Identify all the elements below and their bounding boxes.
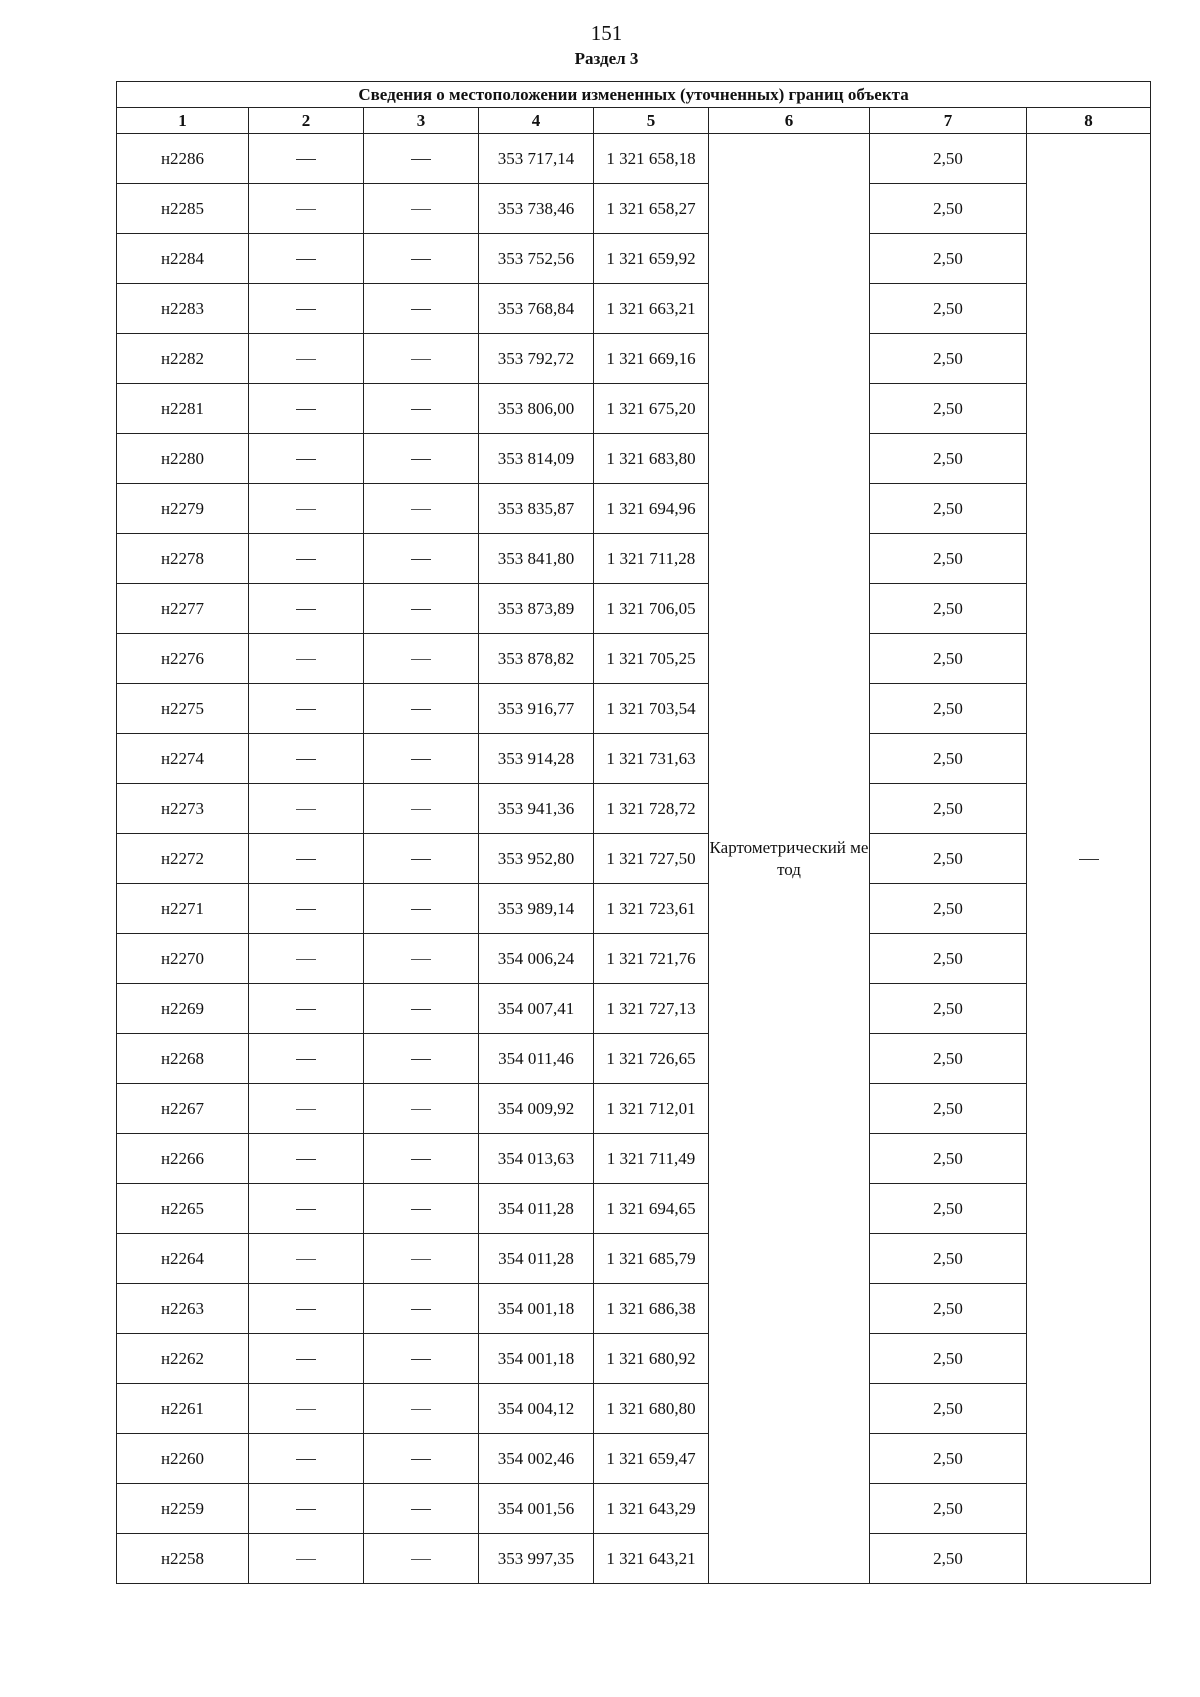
point-number-cell: н2268 bbox=[117, 1034, 249, 1084]
x-coordinate-cell: 353 752,56 bbox=[479, 234, 594, 284]
dash-mark bbox=[411, 909, 431, 910]
column-3-empty-cell bbox=[364, 1184, 479, 1234]
y-coordinate-cell: 1 321 727,50 bbox=[594, 834, 709, 884]
column-2-empty-cell bbox=[249, 984, 364, 1034]
dash-mark bbox=[411, 609, 431, 610]
column-number: 1 bbox=[117, 108, 249, 134]
dash-mark bbox=[296, 309, 316, 310]
section-title: Раздел 3 bbox=[574, 49, 639, 68]
x-coordinate-cell: 353 952,80 bbox=[479, 834, 594, 884]
column-2-empty-cell bbox=[249, 1284, 364, 1334]
table-row bbox=[117, 134, 1151, 184]
y-coordinate-cell: 1 321 643,29 bbox=[594, 1484, 709, 1534]
table-row bbox=[117, 984, 1151, 1034]
column-3-empty-cell bbox=[364, 134, 479, 184]
x-coordinate-cell: 353 914,28 bbox=[479, 734, 594, 784]
table-row bbox=[117, 1284, 1151, 1334]
point-number-cell: н2267 bbox=[117, 1084, 249, 1134]
accuracy-cell: 2,50 bbox=[870, 334, 1027, 384]
dash-mark bbox=[296, 1559, 316, 1560]
x-coordinate-cell: 354 011,46 bbox=[479, 1034, 594, 1084]
accuracy-cell: 2,50 bbox=[870, 1384, 1027, 1434]
y-coordinate-cell: 1 321 727,13 bbox=[594, 984, 709, 1034]
dash-mark bbox=[296, 1509, 316, 1510]
column-3-empty-cell bbox=[364, 1434, 479, 1484]
dash-mark bbox=[296, 659, 316, 660]
y-coordinate-cell: 1 321 706,05 bbox=[594, 584, 709, 634]
table-row bbox=[117, 884, 1151, 934]
point-number-cell: н2282 bbox=[117, 334, 249, 384]
column-3-empty-cell bbox=[364, 334, 479, 384]
point-number-cell: н2284 bbox=[117, 234, 249, 284]
accuracy-cell: 2,50 bbox=[870, 1134, 1027, 1184]
dash-mark bbox=[411, 559, 431, 560]
dash-mark bbox=[296, 1409, 316, 1410]
accuracy-cell: 2,50 bbox=[870, 734, 1027, 784]
column-2-empty-cell bbox=[249, 1484, 364, 1534]
column-3-empty-cell bbox=[364, 684, 479, 734]
x-coordinate-cell: 354 011,28 bbox=[479, 1234, 594, 1284]
x-coordinate-cell: 353 878,82 bbox=[479, 634, 594, 684]
column-2-empty-cell bbox=[249, 1084, 364, 1134]
dash-mark bbox=[411, 1259, 431, 1260]
dash-mark bbox=[411, 659, 431, 660]
x-coordinate-cell: 354 007,41 bbox=[479, 984, 594, 1034]
y-coordinate-cell: 1 321 703,54 bbox=[594, 684, 709, 734]
dash-mark bbox=[296, 1009, 316, 1010]
x-coordinate-cell: 353 738,46 bbox=[479, 184, 594, 234]
dash-mark bbox=[411, 509, 431, 510]
x-coordinate-cell: 354 013,63 bbox=[479, 1134, 594, 1184]
dash-mark bbox=[296, 259, 316, 260]
column-number-row bbox=[117, 108, 1151, 134]
column-3-empty-cell bbox=[364, 934, 479, 984]
table-row bbox=[117, 384, 1151, 434]
column-3-empty-cell bbox=[364, 1534, 479, 1584]
accuracy-cell: 2,50 bbox=[870, 1034, 1027, 1084]
point-number-cell: н2265 bbox=[117, 1184, 249, 1234]
accuracy-cell: 2,50 bbox=[870, 1184, 1027, 1234]
y-coordinate-cell: 1 321 680,80 bbox=[594, 1384, 709, 1434]
accuracy-cell: 2,50 bbox=[870, 284, 1027, 334]
table-row bbox=[117, 834, 1151, 884]
y-coordinate-cell: 1 321 658,18 bbox=[594, 134, 709, 184]
x-coordinate-cell: 353 717,14 bbox=[479, 134, 594, 184]
y-coordinate-cell: 1 321 663,21 bbox=[594, 284, 709, 334]
column-8-cell bbox=[1027, 134, 1151, 1584]
x-coordinate-cell: 353 941,36 bbox=[479, 784, 594, 834]
point-number-cell: н2272 bbox=[117, 834, 249, 884]
y-coordinate-cell: 1 321 711,49 bbox=[594, 1134, 709, 1184]
column-2-empty-cell bbox=[249, 1234, 364, 1284]
y-coordinate-cell: 1 321 723,61 bbox=[594, 884, 709, 934]
column-3-empty-cell bbox=[364, 1084, 479, 1134]
point-number-cell: н2276 bbox=[117, 634, 249, 684]
dash-mark bbox=[411, 1559, 431, 1560]
accuracy-cell: 2,50 bbox=[870, 784, 1027, 834]
column-2-empty-cell bbox=[249, 1034, 364, 1084]
dash-mark bbox=[296, 809, 316, 810]
column-number: 3 bbox=[364, 108, 479, 134]
table-row bbox=[117, 234, 1151, 284]
dash-mark bbox=[411, 1109, 431, 1110]
table-row bbox=[117, 484, 1151, 534]
y-coordinate-cell: 1 321 659,92 bbox=[594, 234, 709, 284]
table-row bbox=[117, 634, 1151, 684]
column-2-empty-cell bbox=[249, 1534, 364, 1584]
y-coordinate-cell: 1 321 726,65 bbox=[594, 1034, 709, 1084]
dash-mark bbox=[411, 1359, 431, 1360]
dash-mark bbox=[296, 959, 316, 960]
point-number-cell: н2283 bbox=[117, 284, 249, 334]
column-2-empty-cell bbox=[249, 334, 364, 384]
x-coordinate-cell: 354 004,12 bbox=[479, 1384, 594, 1434]
dash-mark bbox=[411, 409, 431, 410]
point-number-cell: н2261 bbox=[117, 1384, 249, 1434]
dash-mark bbox=[411, 209, 431, 210]
dash-mark bbox=[296, 1359, 316, 1360]
point-number-cell: н2281 bbox=[117, 384, 249, 434]
column-2-empty-cell bbox=[249, 1184, 364, 1234]
x-coordinate-cell: 353 841,80 bbox=[479, 534, 594, 584]
column-2-empty-cell bbox=[249, 834, 364, 884]
point-number-cell: н2266 bbox=[117, 1134, 249, 1184]
accuracy-cell: 2,50 bbox=[870, 484, 1027, 534]
column-3-empty-cell bbox=[364, 1284, 479, 1334]
table-row bbox=[117, 934, 1151, 984]
accuracy-cell: 2,50 bbox=[870, 884, 1027, 934]
column-3-empty-cell bbox=[364, 184, 479, 234]
point-number-cell: н2285 bbox=[117, 184, 249, 234]
dash-mark bbox=[296, 209, 316, 210]
x-coordinate-cell: 353 916,77 bbox=[479, 684, 594, 734]
column-3-empty-cell bbox=[364, 1234, 479, 1284]
table-row bbox=[117, 734, 1151, 784]
accuracy-cell: 2,50 bbox=[870, 134, 1027, 184]
table-row bbox=[117, 1234, 1151, 1284]
dash-mark bbox=[296, 859, 316, 860]
table-caption: Сведения о местоположении измененных (уточненных) границ объекта bbox=[117, 82, 1151, 108]
dash-mark bbox=[296, 559, 316, 560]
method-cell: Картометрический метод bbox=[709, 134, 870, 1584]
column-2-empty-cell bbox=[249, 584, 364, 634]
dash-mark bbox=[296, 1159, 316, 1160]
table-row bbox=[117, 334, 1151, 384]
column-2-empty-cell bbox=[249, 734, 364, 784]
table-row bbox=[117, 534, 1151, 584]
point-number-cell: н2279 bbox=[117, 484, 249, 534]
accuracy-cell: 2,50 bbox=[870, 234, 1027, 284]
column-3-empty-cell bbox=[364, 1384, 479, 1434]
column-number: 7 bbox=[870, 108, 1027, 134]
dash-mark bbox=[296, 159, 316, 160]
column-2-empty-cell bbox=[249, 884, 364, 934]
dash-mark bbox=[296, 609, 316, 610]
accuracy-cell: 2,50 bbox=[870, 634, 1027, 684]
dash-mark bbox=[1079, 859, 1099, 860]
dash-mark bbox=[411, 309, 431, 310]
table-row bbox=[117, 1084, 1151, 1134]
dash-mark bbox=[296, 1059, 316, 1060]
table-row bbox=[117, 1134, 1151, 1184]
table-row bbox=[117, 1434, 1151, 1484]
dash-mark bbox=[411, 1009, 431, 1010]
x-coordinate-cell: 353 806,00 bbox=[479, 384, 594, 434]
column-3-empty-cell bbox=[364, 634, 479, 684]
column-2-empty-cell bbox=[249, 284, 364, 334]
y-coordinate-cell: 1 321 711,28 bbox=[594, 534, 709, 584]
x-coordinate-cell: 354 006,24 bbox=[479, 934, 594, 984]
table-row bbox=[117, 1384, 1151, 1434]
x-coordinate-cell: 354 009,92 bbox=[479, 1084, 594, 1134]
column-2-empty-cell bbox=[249, 534, 364, 584]
dash-mark bbox=[296, 759, 316, 760]
column-3-empty-cell bbox=[364, 1334, 479, 1384]
accuracy-cell: 2,50 bbox=[870, 684, 1027, 734]
x-coordinate-cell: 353 768,84 bbox=[479, 284, 594, 334]
table-row bbox=[117, 584, 1151, 634]
dash-mark bbox=[411, 459, 431, 460]
column-2-empty-cell bbox=[249, 184, 364, 234]
x-coordinate-cell: 353 835,87 bbox=[479, 484, 594, 534]
accuracy-cell: 2,50 bbox=[870, 934, 1027, 984]
dash-mark bbox=[411, 859, 431, 860]
y-coordinate-cell: 1 321 731,63 bbox=[594, 734, 709, 784]
column-2-empty-cell bbox=[249, 684, 364, 734]
y-coordinate-cell: 1 321 685,79 bbox=[594, 1234, 709, 1284]
column-3-empty-cell bbox=[364, 834, 479, 884]
table-row bbox=[117, 1184, 1151, 1234]
dash-mark bbox=[296, 709, 316, 710]
dash-mark bbox=[411, 259, 431, 260]
dash-mark bbox=[411, 709, 431, 710]
column-2-empty-cell bbox=[249, 434, 364, 484]
point-number-cell: н2275 bbox=[117, 684, 249, 734]
accuracy-cell: 2,50 bbox=[870, 834, 1027, 884]
column-3-empty-cell bbox=[364, 884, 479, 934]
column-3-empty-cell bbox=[364, 584, 479, 634]
point-number-cell: н2271 bbox=[117, 884, 249, 934]
dash-mark bbox=[411, 159, 431, 160]
accuracy-cell: 2,50 bbox=[870, 534, 1027, 584]
y-coordinate-cell: 1 321 686,38 bbox=[594, 1284, 709, 1334]
column-3-empty-cell bbox=[364, 984, 479, 1034]
dash-mark bbox=[296, 909, 316, 910]
y-coordinate-cell: 1 321 694,96 bbox=[594, 484, 709, 534]
table-row bbox=[117, 284, 1151, 334]
y-coordinate-cell: 1 321 675,20 bbox=[594, 384, 709, 434]
dash-mark bbox=[296, 359, 316, 360]
accuracy-cell: 2,50 bbox=[870, 384, 1027, 434]
x-coordinate-cell: 354 001,56 bbox=[479, 1484, 594, 1534]
point-number-cell: н2280 bbox=[117, 434, 249, 484]
column-3-empty-cell bbox=[364, 234, 479, 284]
accuracy-cell: 2,50 bbox=[870, 1334, 1027, 1384]
accuracy-cell: 2,50 bbox=[870, 1084, 1027, 1134]
dash-mark bbox=[411, 1059, 431, 1060]
column-3-empty-cell bbox=[364, 1484, 479, 1534]
column-2-empty-cell bbox=[249, 484, 364, 534]
dash-mark bbox=[411, 759, 431, 760]
y-coordinate-cell: 1 321 712,01 bbox=[594, 1084, 709, 1134]
column-3-empty-cell bbox=[364, 284, 479, 334]
table-body bbox=[117, 134, 1151, 1584]
x-coordinate-cell: 353 989,14 bbox=[479, 884, 594, 934]
x-coordinate-cell: 353 873,89 bbox=[479, 584, 594, 634]
y-coordinate-cell: 1 321 643,21 bbox=[594, 1534, 709, 1584]
column-3-empty-cell bbox=[364, 434, 479, 484]
dash-mark bbox=[411, 1309, 431, 1310]
page-number: 151 bbox=[590, 21, 623, 45]
x-coordinate-cell: 354 001,18 bbox=[479, 1284, 594, 1334]
y-coordinate-cell: 1 321 669,16 bbox=[594, 334, 709, 384]
point-number-cell: н2260 bbox=[117, 1434, 249, 1484]
point-number-cell: н2263 bbox=[117, 1284, 249, 1334]
column-3-empty-cell bbox=[364, 784, 479, 834]
point-number-cell: н2269 bbox=[117, 984, 249, 1034]
point-number-cell: н2286 bbox=[117, 134, 249, 184]
column-number: 4 bbox=[479, 108, 594, 134]
column-3-empty-cell bbox=[364, 484, 479, 534]
x-coordinate-cell: 353 814,09 bbox=[479, 434, 594, 484]
table-row bbox=[117, 184, 1151, 234]
accuracy-cell: 2,50 bbox=[870, 434, 1027, 484]
column-number: 5 bbox=[594, 108, 709, 134]
point-number-cell: н2258 bbox=[117, 1534, 249, 1584]
point-number-cell: н2270 bbox=[117, 934, 249, 984]
accuracy-cell: 2,50 bbox=[870, 1434, 1027, 1484]
dash-mark bbox=[411, 1159, 431, 1160]
accuracy-cell: 2,50 bbox=[870, 584, 1027, 634]
point-number-cell: н2277 bbox=[117, 584, 249, 634]
column-2-empty-cell bbox=[249, 234, 364, 284]
column-2-empty-cell bbox=[249, 1434, 364, 1484]
accuracy-cell: 2,50 bbox=[870, 1484, 1027, 1534]
accuracy-cell: 2,50 bbox=[870, 1534, 1027, 1584]
point-number-cell: н2273 bbox=[117, 784, 249, 834]
x-coordinate-cell: 353 997,35 bbox=[479, 1534, 594, 1584]
column-2-empty-cell bbox=[249, 1134, 364, 1184]
column-2-empty-cell bbox=[249, 784, 364, 834]
dash-mark bbox=[411, 959, 431, 960]
y-coordinate-cell: 1 321 680,92 bbox=[594, 1334, 709, 1384]
x-coordinate-cell: 354 002,46 bbox=[479, 1434, 594, 1484]
accuracy-cell: 2,50 bbox=[870, 184, 1027, 234]
y-coordinate-cell: 1 321 658,27 bbox=[594, 184, 709, 234]
x-coordinate-cell: 353 792,72 bbox=[479, 334, 594, 384]
table-row bbox=[117, 1484, 1151, 1534]
x-coordinate-cell: 354 011,28 bbox=[479, 1184, 594, 1234]
point-number-cell: н2262 bbox=[117, 1334, 249, 1384]
dash-mark bbox=[411, 1409, 431, 1410]
column-2-empty-cell bbox=[249, 934, 364, 984]
point-number-cell: н2259 bbox=[117, 1484, 249, 1534]
table-row bbox=[117, 1334, 1151, 1384]
dash-mark bbox=[411, 1209, 431, 1210]
dash-mark bbox=[296, 1259, 316, 1260]
accuracy-cell: 2,50 bbox=[870, 1284, 1027, 1334]
column-2-empty-cell bbox=[249, 134, 364, 184]
accuracy-cell: 2,50 bbox=[870, 1234, 1027, 1284]
dash-mark bbox=[411, 1509, 431, 1510]
point-number-cell: н2264 bbox=[117, 1234, 249, 1284]
column-3-empty-cell bbox=[364, 534, 479, 584]
table-row bbox=[117, 784, 1151, 834]
dash-mark bbox=[411, 1459, 431, 1460]
table-row bbox=[117, 434, 1151, 484]
column-3-empty-cell bbox=[364, 734, 479, 784]
boundary-coordinates-table bbox=[116, 81, 1151, 1584]
point-number-cell: н2274 bbox=[117, 734, 249, 784]
dash-mark bbox=[296, 1459, 316, 1460]
dash-mark bbox=[296, 409, 316, 410]
y-coordinate-cell: 1 321 694,65 bbox=[594, 1184, 709, 1234]
y-coordinate-cell: 1 321 659,47 bbox=[594, 1434, 709, 1484]
column-2-empty-cell bbox=[249, 384, 364, 434]
column-number: 6 bbox=[709, 108, 870, 134]
y-coordinate-cell: 1 321 728,72 bbox=[594, 784, 709, 834]
column-2-empty-cell bbox=[249, 1334, 364, 1384]
dash-mark bbox=[296, 1309, 316, 1310]
table-row bbox=[117, 1534, 1151, 1584]
y-coordinate-cell: 1 321 721,76 bbox=[594, 934, 709, 984]
dash-mark bbox=[296, 1209, 316, 1210]
column-3-empty-cell bbox=[364, 1034, 479, 1084]
table-row bbox=[117, 684, 1151, 734]
dash-mark bbox=[296, 1109, 316, 1110]
column-number: 2 bbox=[249, 108, 364, 134]
column-2-empty-cell bbox=[249, 634, 364, 684]
y-coordinate-cell: 1 321 683,80 bbox=[594, 434, 709, 484]
dash-mark bbox=[296, 459, 316, 460]
table-row bbox=[117, 1034, 1151, 1084]
x-coordinate-cell: 354 001,18 bbox=[479, 1334, 594, 1384]
dash-mark bbox=[411, 359, 431, 360]
column-3-empty-cell bbox=[364, 384, 479, 434]
dash-mark bbox=[411, 809, 431, 810]
dash-mark bbox=[296, 509, 316, 510]
column-number: 8 bbox=[1027, 108, 1151, 134]
column-2-empty-cell bbox=[249, 1384, 364, 1434]
column-3-empty-cell bbox=[364, 1134, 479, 1184]
y-coordinate-cell: 1 321 705,25 bbox=[594, 634, 709, 684]
point-number-cell: н2278 bbox=[117, 534, 249, 584]
accuracy-cell: 2,50 bbox=[870, 984, 1027, 1034]
